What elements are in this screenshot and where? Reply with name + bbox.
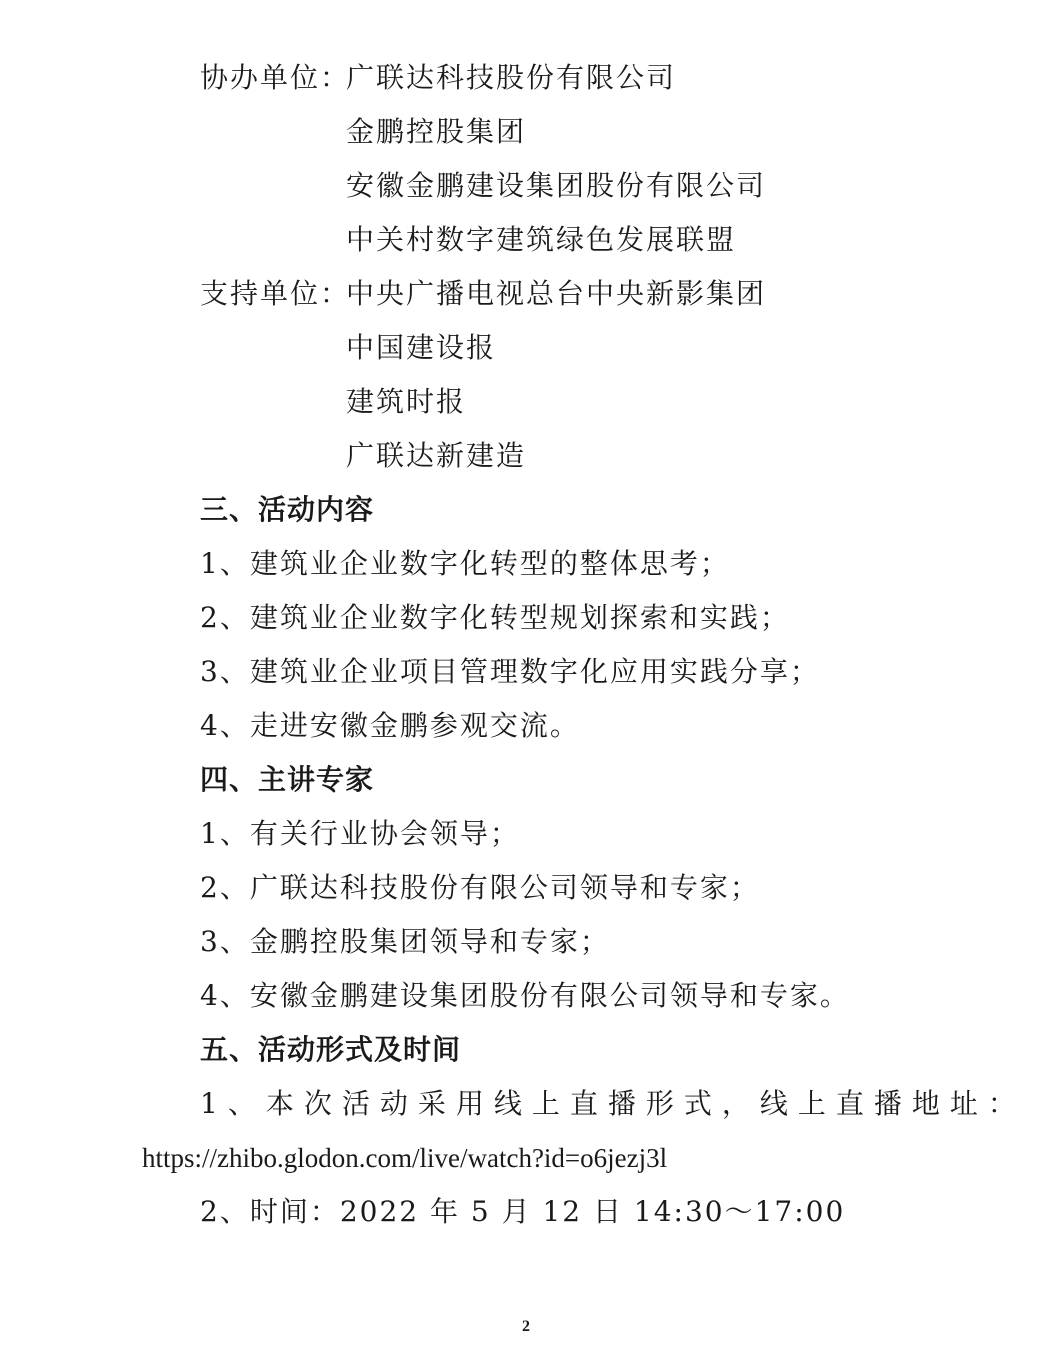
support-label: 支持单位：	[200, 277, 351, 310]
list-item: 3、金鹏控股集团领导和专家；	[200, 925, 610, 958]
list-item: 2、广联达科技股份有限公司领导和专家；	[200, 871, 760, 904]
page-number: 2	[522, 1318, 530, 1335]
livestream-url[interactable]: https://zhibo.glodon.com/live/watch?id=o6jezj3l	[142, 1143, 668, 1173]
support-unit: 广联达新建造	[346, 439, 527, 472]
list-item: 3、建筑业企业项目管理数字化应用实践分享；	[200, 655, 820, 688]
cohost-row	[200, 60, 676, 96]
support-unit: 建筑时报	[346, 385, 467, 418]
support-row	[200, 276, 766, 312]
section-heading-speakers: 四、主讲专家	[200, 763, 375, 796]
support-unit: 中国建设报	[346, 331, 497, 364]
list-item: 4、走进安徽金鹏参观交流。	[200, 709, 580, 742]
support-unit: 中央广播电视总台中央新影集团	[346, 277, 767, 310]
list-item-time: 2、时间：2022 年 5 月 12 日 14:30～17:00	[200, 1195, 846, 1228]
section-heading-format: 五、活动形式及时间	[200, 1033, 462, 1066]
cohost-label: 协办单位：	[200, 61, 351, 94]
section-heading-content: 三、活动内容	[200, 493, 375, 526]
cohost-unit: 金鹏控股集团	[346, 115, 527, 148]
list-item-livestream: 1、本次活动采用线上直播形式，线上直播地址：	[200, 1087, 1026, 1120]
list-item: 4、安徽金鹏建设集团股份有限公司领导和专家。	[200, 979, 850, 1012]
cohost-unit: 中关村数字建筑绿色发展联盟	[346, 223, 737, 256]
list-item: 1、有关行业协会领导；	[200, 817, 520, 850]
cohost-unit: 广联达科技股份有限公司	[346, 61, 677, 94]
cohost-unit: 安徽金鹏建设集团股份有限公司	[346, 169, 767, 202]
list-item: 1、建筑业企业数字化转型的整体思考；	[200, 547, 730, 580]
list-item: 2、建筑业企业数字化转型规划探索和实践；	[200, 601, 790, 634]
